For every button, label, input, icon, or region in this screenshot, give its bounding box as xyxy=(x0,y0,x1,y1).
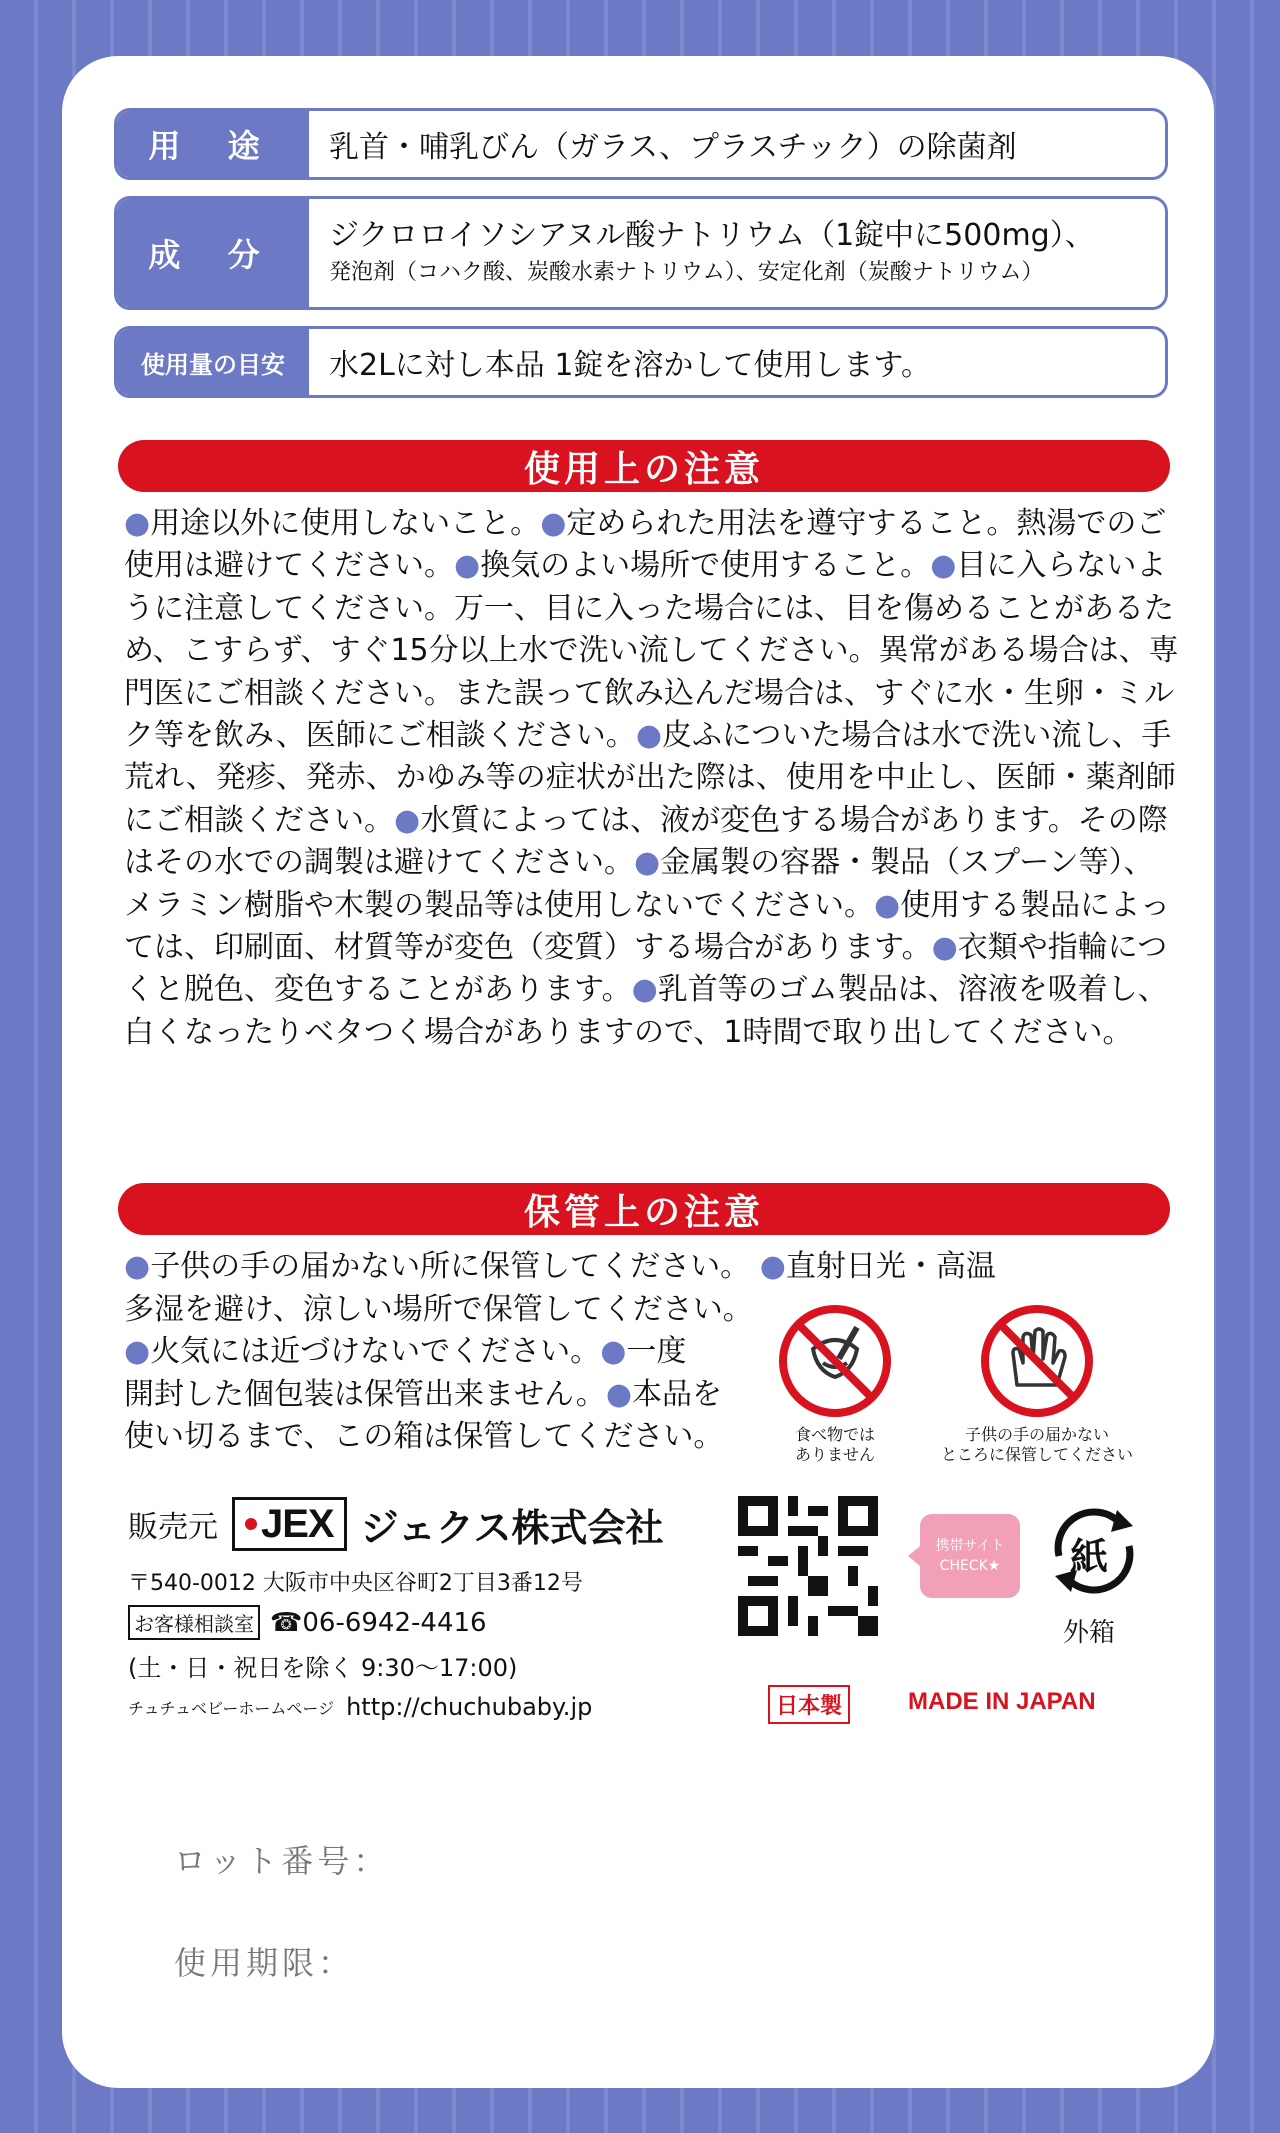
not-food-caption-1: 食べ物では xyxy=(794,1425,875,1444)
caution-item: 金属製の容器・製品（スプーン等）、メラミン樹脂や木製の製品等は使用しないでください。 xyxy=(124,845,1154,923)
usage-row xyxy=(114,108,1168,180)
mobile-badge-line1: 携帯サイト xyxy=(935,1538,1005,1554)
keep-away-warning xyxy=(912,1301,1162,1465)
bullet-icon: ● xyxy=(124,506,151,541)
company-block xyxy=(128,1496,748,1796)
bullet-icon: ● xyxy=(874,887,901,923)
bullet-icon: ● xyxy=(600,1334,627,1369)
storage-line: 開封した個包装は保管出来ません。 xyxy=(124,1376,606,1412)
bullet-icon: ● xyxy=(454,548,481,584)
mobile-badge-line2: CHECK★ xyxy=(939,1558,1001,1574)
bullet-icon: ● xyxy=(394,802,421,838)
storage-line: 子供の手の届かない所に保管してください。 xyxy=(150,1249,751,1284)
seller-label: 販売元 xyxy=(128,1510,218,1545)
label-panel xyxy=(62,56,1214,2088)
bullet-icon: ● xyxy=(931,930,958,966)
mobile-site-badge[interactable] xyxy=(920,1514,1020,1598)
office-hours: (土・日・祝日を除く 9:30〜17:00) xyxy=(128,1654,518,1682)
caution-item: 乳首等のゴム製品は、溶液を吸着し、白くなったりベタつく場合がありますので、1時間で取り出してください。 xyxy=(124,972,1168,1050)
recycle-caption: 外箱 xyxy=(1062,1618,1115,1648)
no-eating-icon xyxy=(775,1301,895,1421)
dosage-label: 使用量の目安 xyxy=(117,329,309,395)
ingredients-row xyxy=(114,196,1168,310)
keep-away-caption-2: ところに保管してください xyxy=(940,1445,1133,1464)
storage-line: 使い切るまで、この箱は保管してください。 xyxy=(124,1419,724,1454)
bullet-icon: ● xyxy=(124,1249,151,1284)
storage-title: 保管上の注意 xyxy=(523,1191,764,1233)
jex-logo: JEX xyxy=(232,1497,347,1551)
dosage-text: 水2Lに対し本品 1錠を溶かして使用します。 xyxy=(329,348,932,383)
bullet-icon: ● xyxy=(605,1376,632,1412)
caution-item: 目に入らないように注意してください。万一、目に入った場合には、目を傷めることがあるため、こすらず、すぐ15分以上水で洗い流してください。異常がある場合は、専門医にご相談ください。また誤って飲み込んだ場合は、すぐに水・生卵・ミルク等を飲み、医師にご相談ください。 xyxy=(124,548,1179,754)
bullet-icon: ● xyxy=(759,1249,786,1284)
bullet-icon: ● xyxy=(540,506,567,541)
caution-item: 衣類や指輪につくと脱色、変色することがあります。 xyxy=(124,930,1168,1008)
caution-item: 定められた用法を遵守すること。熱湯でのご使用は避けてください。 xyxy=(124,506,1167,584)
logo-dot xyxy=(245,1518,257,1530)
company-name: ジェクス株式会社 xyxy=(360,1505,664,1550)
storage-line: 多湿を避け、涼しい場所で保管してください。 xyxy=(124,1291,753,1327)
ingredients-line1: ジクロロイソシアヌル酸ナトリウム（1錠中に500mg）、 xyxy=(329,218,1095,253)
ingredients-line2: 発泡剤（コハク酸、炭酸水素ナトリウム）、安定化剤（炭酸ナトリウム） xyxy=(329,260,1044,285)
phone-number: ☎06-6942-4416 xyxy=(270,1607,487,1638)
caution-title: 使用上の注意 xyxy=(523,448,764,490)
ingredients-label: 成 分 xyxy=(117,199,309,307)
storage-line: 火気には近づけないでください。 xyxy=(150,1334,601,1369)
caution-item: 使用する製品によっては、印刷面、材質等が変色（変質）する場合があります。 xyxy=(124,887,1171,966)
usage-label: 用 途 xyxy=(117,111,309,177)
caution-item: 用途以外に使用しないこと。 xyxy=(150,506,541,541)
bullet-icon: ● xyxy=(124,1334,151,1369)
storage-line: 一度 xyxy=(626,1334,687,1369)
storage-banner xyxy=(118,1183,1170,1235)
caution-item: 換気のよい場所で使用すること。 xyxy=(480,548,931,584)
lot-number-label: ロット番号： xyxy=(174,1842,390,1880)
caution-banner xyxy=(118,440,1170,492)
paper-recycle-mark xyxy=(1034,1496,1154,1649)
qr-code[interactable] xyxy=(738,1496,878,1636)
origin-en: MADE IN JAPAN xyxy=(908,1688,1096,1715)
dosage-row xyxy=(114,326,1168,398)
storage-line: 本品を xyxy=(632,1376,722,1412)
consult-label: お客様相談室 xyxy=(128,1605,260,1640)
storage-line: 直射日光・高温 xyxy=(785,1249,996,1284)
not-food-caption-2: ありません xyxy=(794,1445,875,1464)
company-address: 〒540-0012 大阪市中央区谷町2丁目3番12号 xyxy=(128,1571,583,1596)
bullet-icon: ● xyxy=(631,972,658,1008)
bullet-icon: ● xyxy=(635,718,662,754)
origin-jp: 日本製 xyxy=(768,1685,850,1724)
homepage-url[interactable]: http://chuchubaby.jp xyxy=(346,1693,593,1721)
no-child-hand-icon xyxy=(977,1301,1097,1421)
bullet-icon: ● xyxy=(930,548,957,584)
recycle-mark-text: 紙 xyxy=(1069,1535,1108,1579)
keep-away-caption-1: 子供の手の届かない xyxy=(964,1425,1109,1444)
homepage-label: チュチュベビーホームページ xyxy=(128,1698,335,1718)
not-food-warning xyxy=(760,1301,910,1465)
badge-pointer-icon xyxy=(908,1546,920,1566)
bullet-icon: ● xyxy=(634,845,661,881)
expiry-label: 使用期限： xyxy=(174,1944,355,1982)
caution-body xyxy=(124,503,1180,1054)
usage-text: 乳首・哺乳びん（ガラス、プラスチック）の除菌剤 xyxy=(329,130,1017,165)
caution-item: 皮ふについた場合は水で洗い流し、手荒れ、発疹、発赤、かゆみ等の症状が出た際は、使用を中止し、医師・薬剤師にご相談ください。 xyxy=(124,718,1176,838)
caution-item: 水質によっては、液が変色する場合があります。その際はその水での調製は避けてください。 xyxy=(124,802,1168,881)
